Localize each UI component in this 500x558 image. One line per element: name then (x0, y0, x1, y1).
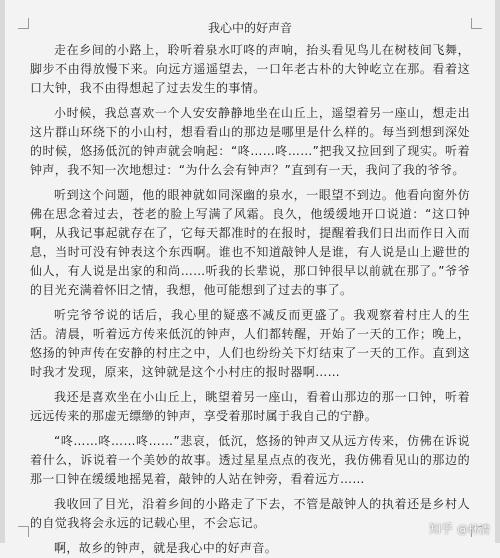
paragraph: 听完爷爷说的话后，我心里的疑惑不减反而更盛了。我观察着村庄人的生活。清晨，听着远方传来低沉的钟声，人们都转醒，开始了一天的工作；晚上，悠扬的钟声传在安静的村庄之中，人们也纷纷关下灯结束了一天的工作。直到这时我才发现，原来，这钟就是这个小村庄的报时器啊…… (30, 308, 470, 379)
margin-corner-mark (471, 18, 482, 29)
watermark-author: @林清 (457, 522, 490, 536)
right-frame-border (495, 0, 500, 543)
left-frame-border (0, 0, 5, 543)
margin-corner-mark (18, 18, 29, 29)
paragraph: “咚……咚……咚……”悲哀，低沉，悠扬的钟声又从远方传来，仿佛在诉说着什么，诉说着一个美妙的故事。透过星星点点的夜光，我仿佛看见山的那边的那一口钟在缓缓地摇晃着，敲钟的人站在钟旁，看着远方…… (30, 434, 470, 486)
watermark-brand: 知乎 (428, 522, 453, 536)
paragraph: 我收回了目光，沿着乡间的小路走了下去，不管是敲钟人的执着还是乡村人的自觉我将会永远的记载心里，不会忘记。 (30, 497, 470, 530)
paragraph: 听到这个问题，他的眼神就如同深幽的泉水，一眼望不到边。他看向窗外仿佛在思念着过去，苍老的脸上写满了风霜。良久，他缓缓地开口说道：“这口钟啊，从我记事起就存在了，它每天都准时的在报时，提醒着我们日出而作日入而息，当时可没有钟表这个东西啊。谁也不知道敲钟人是谁，有人说是山上避世的仙人，有人说是出家的和尚……听我的长辈说，那口钟很早以前就在那了。”爷爷的目光充满着怀旧之情，我想，他可能想到了过去的事了。 (30, 188, 470, 297)
document-title: 我心中的好声音 (207, 21, 292, 35)
document-page (30, 0, 470, 555)
paragraph: 啊，故乡的钟声，就是我心中的好声音。 (54, 541, 278, 555)
zhihu-watermark (429, 520, 490, 537)
margin-corner-mark (18, 526, 29, 537)
paragraph: 走在乡间的小路上，聆听着泉水叮咚的声响，抬头看见鸟儿在树枝间飞舞，脚步不由得放慢下来。向远方遥遥望去，一口年老古朴的大钟屹立在那。看着这口大钟，我不由得想起了过去发生的事情。 (30, 43, 470, 95)
paragraph: 我还是喜欢坐在小山丘上，眺望着另一座山，看着山那边的那一口钟，听着远远传来的那虚无缥缈的钟声，享受着那时属于我自己的宁静。 (30, 390, 470, 423)
paragraph: 小时候，我总喜欢一个人安安静静地坐在山丘上，遥望着另一座山，想走出这片群山环绕下的小山村，想看看山的那边是哪里是什么样的。每当到想到深处的时候，悠扬低沉的钟声就会响起：“咚……咚……”把我又拉回到了现实。听着钟声，我不知一次地想过：“为什么会有钟声？”直到有一天，我问了我的爷爷。 (30, 106, 470, 177)
